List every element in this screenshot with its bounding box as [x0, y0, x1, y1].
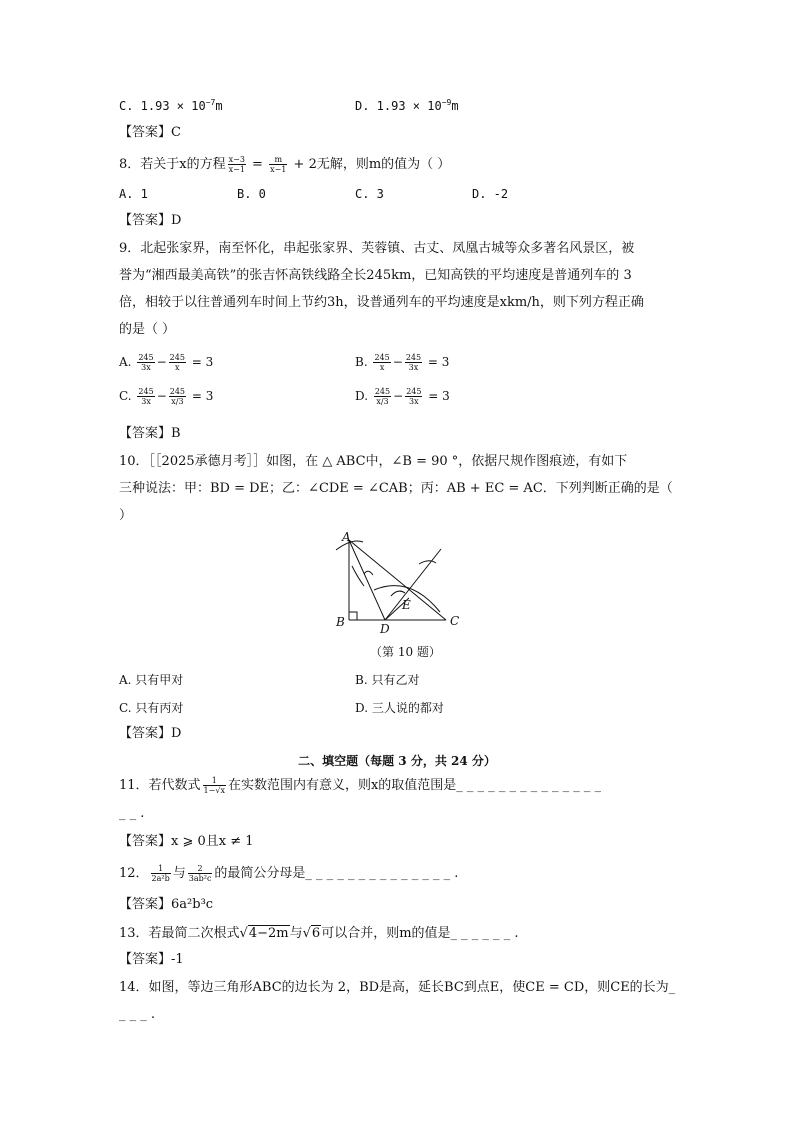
denominator: 1−√x — [203, 786, 225, 795]
numerator: m — [269, 155, 287, 165]
figure-caption: （第 10 题） — [370, 645, 441, 659]
q9-option-d — [355, 386, 450, 406]
minus-sign: − — [392, 355, 403, 369]
equation-tail: = 3 — [187, 355, 214, 369]
fraction — [405, 387, 422, 406]
denominator: 2a²b — [151, 874, 170, 883]
unit: m — [215, 99, 223, 113]
denominator: x/3 — [376, 397, 389, 406]
segment-ad — [349, 540, 385, 620]
section-heading: 二、填空题（每题 3 分，共 24 分） — [298, 754, 496, 768]
q10-answer: 【答案】D — [119, 726, 182, 741]
numerator: 1 — [151, 864, 171, 874]
numerator: 1 — [203, 776, 226, 786]
radicand: 6 — [311, 926, 321, 941]
fraction — [188, 864, 213, 883]
option-d-prev — [355, 96, 459, 116]
label-b: B — [336, 615, 345, 629]
q12-answer — [119, 895, 213, 915]
connector: 与 — [172, 866, 186, 881]
numerator: 2 — [188, 864, 213, 874]
option-label: D. — [355, 389, 369, 403]
fraction — [203, 776, 226, 795]
unit: m — [451, 99, 459, 113]
denominator: 3x — [141, 397, 151, 406]
fraction — [228, 155, 246, 174]
numerator: 245 — [374, 387, 391, 396]
construction-arc — [364, 571, 373, 575]
radicand: 4−2m — [248, 926, 289, 941]
fraction — [405, 353, 422, 372]
q10-figure — [330, 530, 470, 635]
fraction — [269, 155, 287, 174]
q10-line-1: 10．［［2025承德月考］］如图，在 △ ABC中，∠B = 90 °，依据尺规作图痕迹，有如下 — [119, 454, 628, 469]
fraction — [151, 864, 171, 883]
q10-option-a: A. 只有甲对 — [119, 673, 184, 687]
option-c-prev — [119, 96, 223, 116]
question-text: 11．若代数式 — [119, 778, 201, 793]
fraction — [374, 387, 391, 406]
denominator: x−1 — [270, 165, 287, 174]
numerator: 245 — [405, 353, 422, 362]
connector: 与 — [289, 926, 303, 941]
q9-option-b — [355, 352, 449, 372]
q14-line-1: 14．如图，等边三角形ABC的边长为 2，BD是高，延长BC到点E，使CE = CD，则CE的长为_ — [119, 980, 676, 995]
option-label: A. — [119, 355, 132, 369]
numerator: 245 — [169, 353, 185, 362]
numerator: x−3 — [228, 155, 245, 164]
question-text: + 2无解，则m的值为（ ） — [289, 157, 451, 172]
numerator: 245 — [138, 387, 154, 396]
question-text: 可以合并，则m的值是_ _ _ _ _ _ . — [321, 926, 519, 941]
question-number: 12． — [119, 866, 149, 881]
equals: = — [247, 157, 268, 172]
q11-answer: 【答案】x ⩾ 0且x ≠ 1 — [119, 834, 254, 849]
option-text: D. 1.93 × 10 — [355, 99, 442, 113]
question-text: 13．若最简二次根式 — [119, 926, 240, 941]
right-angle-mark — [349, 612, 357, 620]
denominator: x — [175, 363, 180, 372]
q9-option-c — [119, 386, 213, 406]
question-8 — [119, 155, 450, 175]
q8-option-b: B. 0 — [237, 187, 266, 201]
q10-option-d: D. 三人说的都对 — [355, 701, 444, 715]
exponent: −9 — [441, 98, 452, 107]
answer-label: 【答案】 — [119, 897, 172, 912]
construction-arc — [391, 591, 405, 596]
q9-line-1: 9．北起张家界，南至怀化，串起张家界、芙蓉镇、古丈、凤凰古城等众多著名风景区，被 — [119, 241, 635, 256]
minus-sign: − — [156, 389, 167, 403]
label-e: E — [402, 598, 411, 612]
denominator: x−1 — [228, 165, 245, 174]
option-label: B. — [355, 355, 368, 369]
q10-option-b: B. 只有乙对 — [355, 673, 420, 687]
fraction — [137, 387, 154, 406]
question-12 — [119, 864, 458, 884]
q10-line-2: 三种说法：甲：BD = DE；乙：∠CDE = ∠CAB；丙：AB + EC = AC．下列判断正确的是（ — [119, 481, 673, 496]
answer-value: 6a²b³c — [171, 897, 214, 912]
denominator: 3x — [408, 363, 419, 372]
q10-option-c: C. 只有丙对 — [119, 701, 184, 715]
equation-tail: = 3 — [424, 355, 450, 369]
q8-answer: 【答案】D — [119, 213, 182, 228]
label-d: D — [380, 622, 390, 635]
q11-line-2: _ _ . — [119, 806, 145, 821]
fraction — [169, 353, 186, 372]
numerator: 245 — [374, 353, 390, 362]
denominator: x — [379, 363, 385, 372]
construction-arc — [419, 561, 436, 564]
numerator: 245 — [138, 353, 154, 362]
question-13: 13．若最简二次根式√4−2m与√6可以合并，则m的值是_ _ _ _ _ _ . — [119, 926, 519, 941]
fraction — [373, 353, 390, 372]
q9-line-3: 倍，相较于以往普通列车时间上节约3h，设普通列车的平均速度是xkm/h，则下列方程正确 — [119, 295, 644, 310]
q9-line-2: 誉为“湘西最美高铁”的张吉怀高铁线路全长245km，已知高铁的平均速度是普通列车的 3 — [119, 268, 632, 283]
minus-sign: − — [393, 389, 404, 403]
question-text: 在实数范围内有意义，则x的取值范围是_ _ _ _ _ _ _ _ _ _ _ _ _ _ — [227, 778, 602, 793]
denominator: 3x — [141, 363, 151, 372]
question-11 — [119, 776, 601, 796]
question-text: 8．若关于x的方程 — [119, 157, 226, 172]
exponent: −7 — [205, 98, 216, 107]
numerator: 245 — [406, 387, 422, 396]
q14-line-2: _ _ _ . — [119, 1007, 156, 1022]
denominator: 3ab²c — [188, 874, 212, 883]
option-label: C. — [119, 389, 132, 403]
numerator: 245 — [169, 387, 186, 396]
option-text: C. 1.93 × 10 — [119, 99, 206, 113]
q9-line-4: 的是（ ） — [119, 322, 176, 337]
q8-option-d: D. -2 — [472, 187, 509, 201]
q8-option-a: A. 1 — [119, 187, 148, 201]
denominator: 3x — [409, 397, 419, 406]
q13-answer: 【答案】-1 — [119, 952, 184, 967]
answer-prev: 【答案】C — [119, 125, 181, 140]
label-a: A — [342, 530, 351, 544]
label-c: C — [450, 614, 460, 628]
fraction — [169, 387, 186, 406]
q10-line-3: ） — [119, 508, 133, 523]
denominator: x/3 — [171, 397, 184, 406]
equation-tail: = 3 — [188, 389, 214, 403]
equation-tail: = 3 — [424, 389, 450, 403]
q8-option-c: C. 3 — [355, 187, 384, 201]
q9-answer: 【答案】B — [119, 426, 181, 441]
fraction — [137, 353, 154, 372]
q9-option-a — [119, 352, 213, 372]
minus-sign: − — [156, 355, 167, 369]
question-text: 的最简公分母是_ _ _ _ _ _ _ _ _ _ _ _ _ _ . — [214, 866, 459, 881]
